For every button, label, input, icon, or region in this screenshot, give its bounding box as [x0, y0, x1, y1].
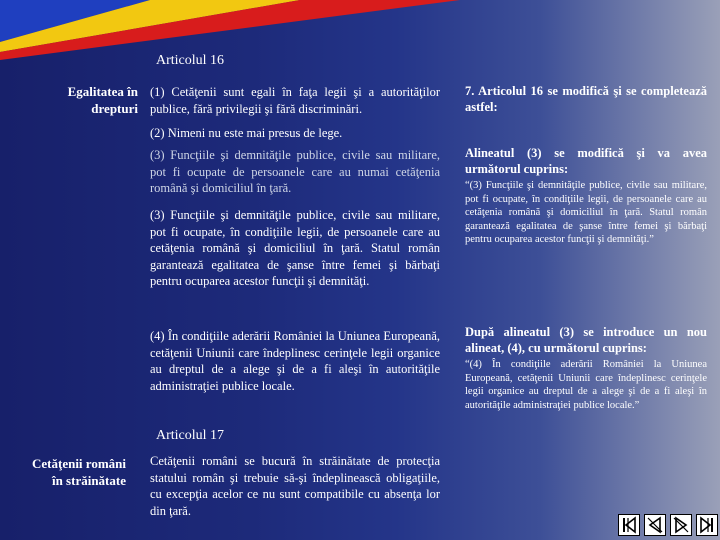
- flag-decoration: [0, 0, 720, 60]
- article16-paragraph-1: (1) Cetăţenii sunt egali în faţa legii şi a autorităţilor publice, fără privilegii şi fără discriminări.: [150, 85, 440, 116]
- article16-paragraph-3-old: (3) Funcţiile şi demnităţile publice, civile sau militare, pot fi ocupate de persoanele care au numai cetăţenia română şi domiciliul în ţară.: [150, 148, 440, 195]
- next-slide-icon[interactable]: [670, 514, 692, 536]
- first-slide-icon[interactable]: [618, 514, 640, 536]
- article17-text: Cetăţenii români se bucură în străinătate de protecţia statului român şi trebuie să-şi îndeplinească obligaţiile, cu excepţia acelor ce nu sunt compatibile cu absenţa lor din ţară.: [150, 454, 440, 518]
- last-slide-icon[interactable]: [696, 514, 718, 536]
- amendment-a4-heading: După alineatul (3) se introduce un nou alineat, (4), cu următorul cuprins:: [465, 325, 707, 355]
- amendment-intro: 7. Articolul 16 se modifică şi se completează astfel:: [465, 84, 707, 114]
- article16-side-label: [30, 83, 138, 117]
- article16-heading: Articolul 16: [156, 53, 225, 68]
- article16-paragraph-3-new: (3) Funcţiile şi demnităţile publice, civile sau militare, pot fi ocupate, în condiţiile legii, de persoanele care au cetăţenia română şi domiciliul în ţară. Statul român garantează egalitatea de şanse între femei şi bărbaţi pentru ocuparea acestor funcţii şi demnităţi.: [150, 208, 440, 288]
- article17-heading: Articolul 17: [156, 428, 225, 443]
- amendment-a3-text: “(3) Funcţiile şi demnităţile publice, civile sau militare, pot fi ocupate, în condiţiile legii, de persoanele care au cetăţenia română şi domiciliul în ţară. Statul român garantează egalitatea de şanse între femei şi bărbaţi pentru ocuparea acestor funcţii şi demnităţi.”: [465, 180, 707, 245]
- article17-side-label: [4, 455, 126, 489]
- amendment-a3-heading: Alineatul (3) se modifică şi va avea următorul cuprins:: [465, 146, 707, 176]
- article17-side-label-line2: în străinătate: [51, 473, 126, 488]
- article16-side-label-line2: drepturi: [91, 101, 138, 116]
- article16-side-label-line1: Egalitatea în: [67, 84, 138, 99]
- article17-side-label-line1: Cetăţenii români: [32, 456, 126, 471]
- article16-paragraph-4: (4) În condiţiile aderării României la Uniunea Europeană, cetăţenii Uniunii care îndeplinesc cerinţele legii organice au dreptul de a alege şi de a fi aleşi în autorităţile administraţiei publice locale.: [150, 329, 440, 393]
- article16-paragraph-2: (2) Nimeni nu este mai presus de lege.: [150, 126, 343, 140]
- previous-slide-icon[interactable]: [644, 514, 666, 536]
- amendment-a4-text: “(4) În condiţiile aderării României la Uniunea Europeană, cetăţenii Uniunii care îndeplinesc cerinţele legii organice au dreptul de a alege şi de a fi aleşi în autorităţile administraţiei publice locale.”: [465, 359, 707, 411]
